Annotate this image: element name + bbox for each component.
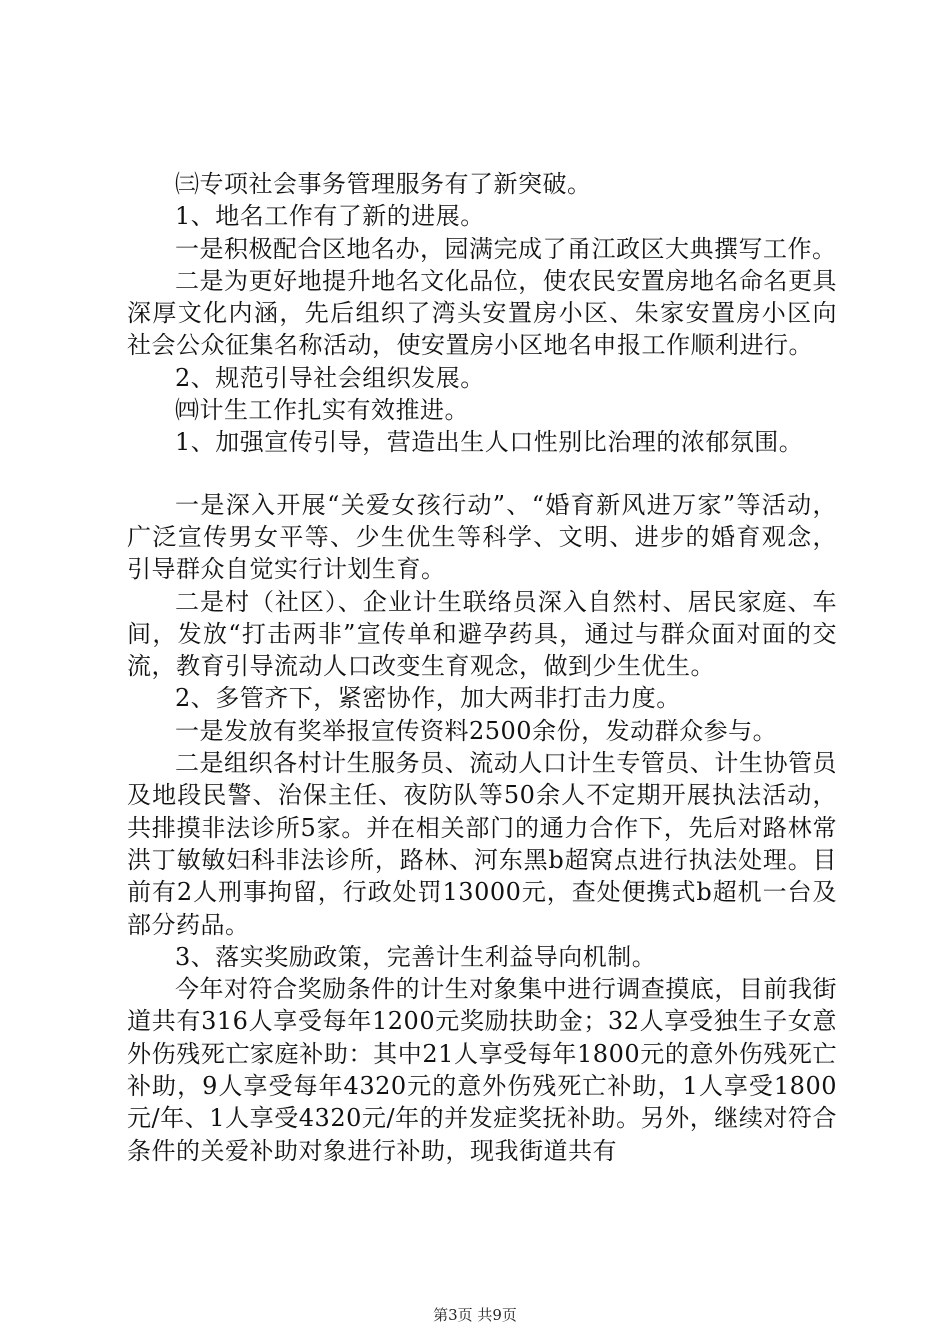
paragraph: 二是为更好地提升地名文化品位，使农民安置房地名命名更具深厚文化内涵，先后组织了湾头安置房小区、朱家安置房小区向社会公众征集名称活动，使安置房小区地名申报工作顺利进行。 <box>127 266 837 360</box>
subheading: 1、加强宣传引导，营造出生人口性别比治理的浓郁氛围。 <box>175 428 804 457</box>
paragraph: 一是发放有奖举报宣传资料2500余份，发动群众参与。 <box>175 716 778 745</box>
paragraph-gap <box>127 459 837 489</box>
subheading: 3、落实奖励政策，完善计生利益导向机制。 <box>175 942 657 971</box>
section-heading-3: ㈢专项社会事务管理服务有了新突破。 <box>175 170 592 198</box>
paragraph: 一是积极配合区地名办，园满完成了甬江政区大典撰写工作。 <box>175 234 837 263</box>
subheading: 1、地名工作有了新的进展。 <box>175 202 485 231</box>
paragraph: 一是深入开展“关爱女孩行动”、“婚育新风进万家”等活动，广泛宣传男女平等、少生优生等科学、文明、进步的婚育观念，引导群众自觉实行计划生育。 <box>127 490 837 584</box>
paragraph: 二是村（社区）、企业计生联络员深入自然村、居民家庭、车间，发放“打击两非”宣传单和避孕药具，通过与群众面对面的交流，教育引导流动人口改变生育观念，做到少生优生。 <box>127 587 837 681</box>
paragraph: 二是组织各村计生服务员、流动人口计生专管员、计生协管员及地段民警、治保主任、夜防队等50余人不定期开展执法活动，共排摸非法诊所5家。并在相关部门的通力合作下，先后对路林常洪丁敏敏妇科非法诊所，路林、河东黑b超窝点进行执法处理。目前有2人刑事拘留，行政处罚13000元，查处便携式b超机一台及部分药品。 <box>127 749 837 939</box>
section-heading-4: ㈣计生工作扎实有效推进。 <box>175 396 469 425</box>
document-body <box>127 168 837 1167</box>
page-number-footer: 第3页 共9页 <box>433 1306 517 1324</box>
subheading: 2、多管齐下，紧密协作，加大两非打击力度。 <box>175 684 681 713</box>
subheading: 2、规范引导社会组织发展。 <box>175 363 485 392</box>
paragraph: 今年对符合奖励条件的计生对象集中进行调查摸底，目前我街道共有316人享受每年1200元奖励扶助金；32人享受独生子女意外伤残死亡家庭补助：其中21人享受每年1800元的意外伤残死亡补助，9人享受每年4320元的意外伤残死亡补助，1人享受1800元/年、1人享受4320元/年的并发症奖抚补助。另外，继续对符合条件的关爱补助对象进行补助，现我街道共有 <box>127 975 837 1165</box>
